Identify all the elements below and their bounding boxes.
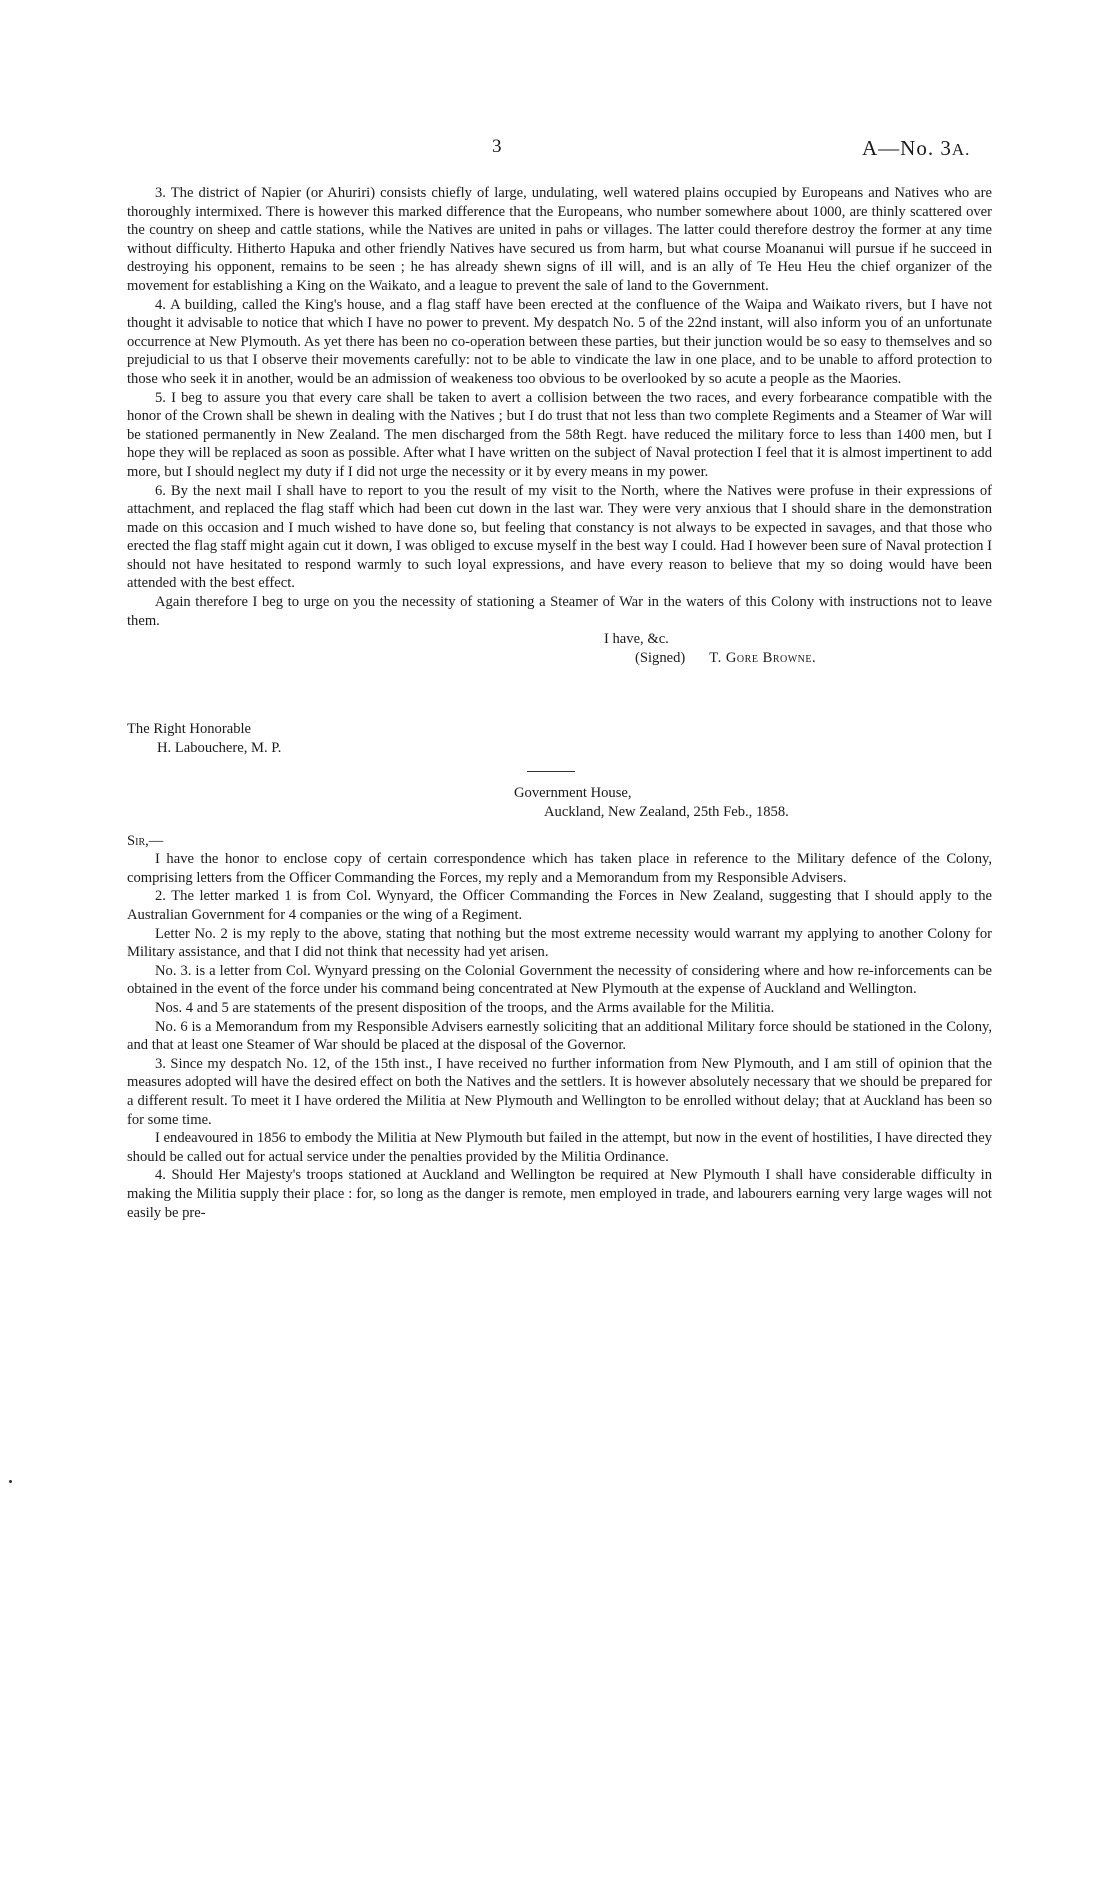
document-reference xyxy=(862,136,970,161)
paragraph-6-north-visit: 6. By the next mail I shall have to report to you the result of my visit to the North, where the Natives were profuse in their expressions of attachment, and replaced the flag staff which had been cut down in the last war. They were very anxious that I should share in the demonstration made on this occasion and I much wished to have done so, but feeling that constancy is not always to be expected in savages, and that those who erected the flag staff might again cut it down, I was obliged to excuse myself in the best way I could. Had I however been sure of Naval protection I should not have hesitated to respond warmly to such loyal expressions, and have every reason to believe that my so doing would have been attended with the best effect. xyxy=(127,482,992,592)
paragraph-nos-4-5: Nos. 4 and 5 are statements of the present disposition of the troops, and the Arms available for the Militia. xyxy=(155,999,775,1016)
paragraph-5-regiments: 5. I beg to assure you that every care shall be taken to avert a collision between the two races, and every forbearance compatible with the honor of the Crown shall be shewn in dealing with the Natives ; but I do trust that not less than two complete Regiments and a Steamer of War will be stationed permanently in New Zealand. The men discharged from the 58th Regt. have reduced the military force to less than 1400 men, but I hope they will be replaced as soon as possible. After what I have written on the subject of Naval protection I feel that it is almost impertinent to add more, but I should neglect my duty if I did not urge the necessity or it by every means in my power. xyxy=(127,389,992,480)
page-header xyxy=(0,136,1114,166)
paragraph-letter-three: No. 3. is a letter from Col. Wynyard pressing on the Colonial Government the necessity of considering where and how re-inforcements can be obtained in the event of the force under his command being concentrated at New Plymouth at the expense of Auckland and Wellington. xyxy=(127,962,992,998)
addressee-name: H. Labouchere, M. P. xyxy=(157,739,282,756)
signature-line xyxy=(635,649,816,668)
page-number: 3 xyxy=(492,136,502,157)
addressee-title: The Right Honorable xyxy=(127,721,252,738)
addressee-block xyxy=(127,720,992,757)
section-divider xyxy=(527,771,575,772)
document-reference-main: A—No. 3 xyxy=(862,136,952,160)
document-body xyxy=(127,184,992,1222)
signatory-name: T. Gore Browne. xyxy=(709,650,817,667)
signed-label: (Signed) xyxy=(635,650,686,667)
paragraph-again-steamer: Again therefore I beg to urge on you the necessity of stationing a Steamer of War in the waters of this Colony with instructions not to leave them. xyxy=(127,594,992,629)
despatch-two-text xyxy=(127,850,992,1222)
closing-block xyxy=(127,630,992,708)
document-reference-suffix: A. xyxy=(951,140,971,159)
closing-line: I have, &c. xyxy=(604,631,669,648)
paragraph-4-kings-house: 4. A building, called the King's house, and a flag staff have been erected at the confluence of the Waipa and Waikato rivers, but I have not thought it advisable to notice that which I have no power to prevent. My despatch No. 5 of the 22nd instant, will also inform you of an unfortunate occurrence at New Plymouth. As yet there has been no co-operation between these parties, but their junction would be so easy to themselves and so prejudicial to us that I observe their movements carefully: not to be able to vindicate the law in one place, and to be unable to afford protection to those who seek it in another, would be an admission of weakeness too obvious to be overlooked by so acute a people as the Maories. xyxy=(127,296,992,387)
paragraph-3-napier: 3. The district of Napier (or Ahuriri) consists chiefly of large, undulating, well watered plains occupied by Europeans and Natives who are thoroughly intermixed. There is however this marked difference that the Europeans, who number somewhere about 1000, are thinly scattered over the country on sheep and cattle stations, while the Natives are united in pahs or villages. The latter could therefore destroy the former at any time without difficulty. Hitherto Hapuka and other friendly Natives have secured us from harm, but what course Moananui will pursue if he succeed in destroying his opponent, remains to be seen ; he has already shewn signs of ill will, and is an ally of Te Heu Heu the chief organizer of the movement for establishing a King on the Waikato, and a league to prevent the sale of land to the Government. xyxy=(127,185,992,294)
salutation: Sir,— xyxy=(127,832,164,849)
paragraph-enclose-correspondence: I have the honor to enclose copy of certain correspondence which has taken place in reference to the Military defence of the Colony, comprising letters from the Officer Commanding the Forces, my reply and a Memorandum from my Responsible Advisers. xyxy=(127,851,992,886)
dateline-block xyxy=(127,784,992,821)
despatch-one-text xyxy=(127,184,992,630)
margin-speck xyxy=(9,1480,12,1483)
paragraph-no-6: No. 6 is a Memorandum from my Responsible Advisers earnestly soliciting that an additional Military force should be stationed in the Colony, and that at least one Steamer of War should be placed at the disposal of the Governor. xyxy=(127,1018,992,1054)
paragraph-4-troops: 4. Should Her Majesty's troops stationed at Auckland and Wellington be required at New Plymouth I shall have considerable difficulty in making the Militia supply their place : for, so long as the danger is remote, men employed in trade, and labourers earning very large wages will not easily be pre- xyxy=(127,1167,992,1221)
paragraph-1856-militia: I endeavoured in 1856 to embody the Militia at New Plymouth but failed in the attempt, but now in the event of hostilities, I have directed they should be called out for actual service under the penalties provided by the Militia Ordinance. xyxy=(127,1130,992,1165)
dateline-place: Government House, xyxy=(514,785,632,802)
paragraph-3-militia: 3. Since my despatch No. 12, of the 15th inst., I have received no further information from New Plymouth, and I am still of opinion that the measures adopted will have the desired effect on both the Natives and the settlers. It is however absolutely necessary that we should be prepared for a different result. To meet it I have ordered the Militia at New Plymouth and Wellington to be enrolled without delay; that at Auckland has been so for some time. xyxy=(127,1055,992,1128)
paragraph-2-letter-one: 2. The letter marked 1 is from Col. Wynyard, the Officer Commanding the Forces in New Zealand, suggesting that I should apply to the Australian Government for 4 companies or the wing of a Regiment. xyxy=(127,888,992,923)
paragraph-letter-two: Letter No. 2 is my reply to the above, stating that nothing but the most extreme necessity would warrant my applying to another Colony for Military assistance, and that I did not think that necessity had yet arisen. xyxy=(127,925,992,961)
dateline-date: Auckland, New Zealand, 25th Feb., 1858. xyxy=(544,804,789,821)
